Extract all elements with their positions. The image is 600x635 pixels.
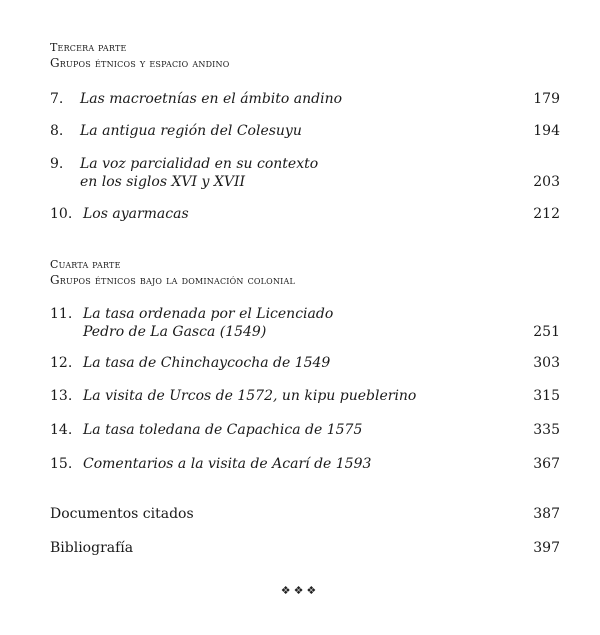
- back-matter-title: Documentos citados: [50, 506, 194, 522]
- ornament-icon: ❖❖❖: [280, 584, 320, 597]
- part-heading: Grupos étnicos bajo la dominación colonial: [50, 273, 295, 287]
- chapter-number: 11.: [50, 306, 73, 322]
- chapter-number: 15.: [50, 456, 73, 472]
- chapter-number: 12.: [50, 355, 73, 371]
- chapter-number: 10.: [50, 206, 73, 222]
- part-label: Cuarta parte: [50, 258, 121, 271]
- chapter-title: Las macroetnías en el ámbito andino: [80, 91, 343, 107]
- chapter-number: 7.: [50, 91, 64, 107]
- chapter-title: La visita de Urcos de 1572, un kipu pueblerino: [83, 388, 417, 404]
- chapter-title: La tasa ordenada por el Licenciado: [83, 306, 334, 322]
- chapter-number: 13.: [50, 388, 73, 404]
- chapter-number: 9.: [50, 156, 64, 172]
- chapter-title: Los ayarmacas: [83, 206, 189, 222]
- page-number: 315: [533, 388, 560, 404]
- chapter-title: La tasa de Chinchaycocha de 1549: [83, 355, 331, 371]
- page-number: 367: [533, 456, 560, 472]
- back-matter-title: Bibliografía: [50, 540, 134, 556]
- chapter-title-continued: Pedro de La Gasca (1549): [83, 324, 267, 340]
- page-number: 212: [533, 206, 560, 222]
- page-number: 335: [533, 422, 560, 438]
- page-number: 397: [533, 540, 560, 556]
- page-number: 179: [533, 91, 560, 107]
- chapter-title: La tasa toledana de Capachica de 1575: [83, 422, 363, 438]
- page-number: 194: [533, 123, 560, 139]
- chapter-title: Comentarios a la visita de Acarí de 1593: [83, 456, 372, 472]
- chapter-number: 14.: [50, 422, 73, 438]
- page-number: 251: [533, 324, 560, 340]
- part-heading: Grupos étnicos y espacio andino: [50, 56, 230, 70]
- chapter-title: La antigua región del Colesuyu: [80, 123, 302, 139]
- chapter-number: 8.: [50, 123, 64, 139]
- chapter-title-continued: en los siglos XVI y XVII: [80, 174, 246, 190]
- page-number: 387: [533, 506, 560, 522]
- part-label: Tercera parte: [50, 41, 127, 54]
- page-number: 203: [533, 174, 560, 190]
- page-number: 303: [533, 355, 560, 371]
- chapter-title: La voz parcialidad en su contexto: [80, 156, 319, 172]
